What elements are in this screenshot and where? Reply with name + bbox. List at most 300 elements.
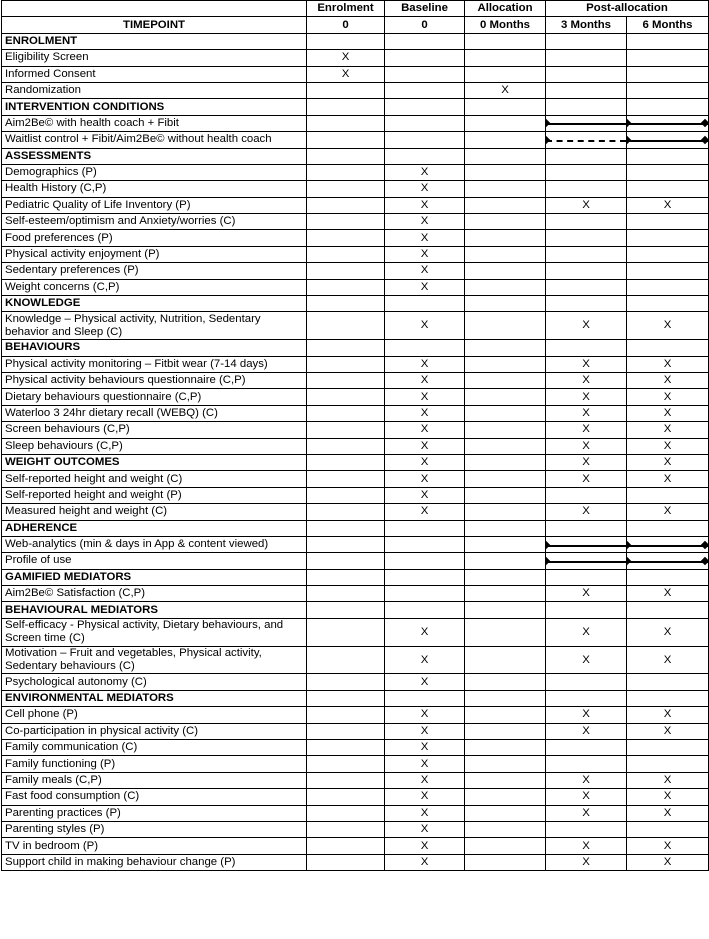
table-row (2, 197, 709, 213)
table-row (2, 214, 709, 230)
table-row (2, 504, 709, 520)
mark-x: X (385, 454, 465, 470)
header-row (2, 1, 709, 17)
mark-x: X (385, 646, 465, 674)
empty-cell (307, 740, 385, 756)
empty-cell (385, 586, 465, 602)
empty-cell (465, 805, 546, 821)
empty-cell (465, 586, 546, 602)
row-label: Motivation – Fruit and vegetables, Physical activity, Sedentary behaviours (C) (2, 646, 307, 674)
empty-cell (546, 569, 627, 585)
table-row (2, 389, 709, 405)
mark-x: X (385, 164, 465, 180)
mark-x: X (627, 854, 709, 870)
empty-cell (465, 487, 546, 503)
empty-cell (465, 504, 546, 520)
section-label: BEHAVIOURAL MEDIATORS (2, 602, 307, 618)
section-label: ASSESSMENTS (2, 148, 307, 164)
empty-cell (546, 33, 627, 49)
empty-cell (546, 340, 627, 356)
empty-cell (627, 148, 709, 164)
table-row (2, 805, 709, 821)
mark-x: X (546, 422, 627, 438)
mark-x: X (385, 854, 465, 870)
mark-x: X (627, 504, 709, 520)
table-row (2, 723, 709, 739)
mark-x: X (546, 723, 627, 739)
table-row (2, 740, 709, 756)
diamond-marker (546, 540, 551, 548)
solid-line (627, 561, 708, 563)
section-row (2, 690, 709, 706)
mark-x: X (546, 618, 627, 646)
row-label: Physical activity enjoyment (P) (2, 246, 307, 262)
section-row (2, 602, 709, 618)
empty-cell (307, 805, 385, 821)
mark-x: X (385, 838, 465, 854)
mark-x: X (627, 389, 709, 405)
row-label: Screen behaviours (C,P) (2, 422, 307, 438)
empty-cell (465, 756, 546, 772)
mark-x: X (546, 586, 627, 602)
empty-cell (307, 389, 385, 405)
mark-x: X (385, 373, 465, 389)
empty-cell (627, 740, 709, 756)
empty-cell (546, 230, 627, 246)
empty-cell (307, 164, 385, 180)
empty-cell (385, 340, 465, 356)
timeline-3-months (546, 132, 627, 148)
section-label: WEIGHT OUTCOMES (2, 454, 307, 470)
header-allocation: Allocation (465, 1, 546, 17)
section-row (2, 296, 709, 312)
empty-cell (465, 569, 546, 585)
mark-x: X (385, 756, 465, 772)
empty-cell (546, 756, 627, 772)
row-label: Eligibility Screen (2, 50, 307, 66)
diamond-marker (701, 119, 709, 127)
empty-cell (627, 756, 709, 772)
mark-x: X (307, 66, 385, 82)
mark-x: X (385, 805, 465, 821)
empty-cell (465, 854, 546, 870)
empty-cell (465, 646, 546, 674)
empty-cell (465, 197, 546, 213)
mark-x: X (546, 646, 627, 674)
empty-cell (465, 312, 546, 340)
mark-x: X (307, 50, 385, 66)
empty-cell (307, 520, 385, 536)
row-label: Measured height and weight (C) (2, 504, 307, 520)
row-label: Co-participation in physical activity (C) (2, 723, 307, 739)
mark-x: X (627, 772, 709, 788)
table-row (2, 66, 709, 82)
timeline-6-months (627, 553, 709, 569)
empty-cell (385, 132, 465, 148)
mark-x: X (627, 646, 709, 674)
empty-cell (465, 674, 546, 690)
mark-x: X (385, 707, 465, 723)
mark-x: X (385, 487, 465, 503)
empty-cell (385, 33, 465, 49)
corner-cell (2, 1, 307, 17)
table-row (2, 553, 709, 569)
timepoint-label: TIMEPOINT (2, 17, 307, 33)
mark-x: X (385, 263, 465, 279)
empty-cell (627, 296, 709, 312)
row-label: Web-analytics (min & days in App & content viewed) (2, 536, 307, 552)
solid-line (627, 140, 708, 142)
table-row (2, 536, 709, 552)
empty-cell (307, 279, 385, 295)
mark-x: X (385, 471, 465, 487)
empty-cell (465, 772, 546, 788)
row-label: Fast food consumption (C) (2, 789, 307, 805)
empty-cell (385, 99, 465, 115)
mark-x: X (385, 723, 465, 739)
empty-cell (307, 471, 385, 487)
empty-cell (307, 82, 385, 98)
empty-cell (465, 132, 546, 148)
row-label: Self-reported height and weight (P) (2, 487, 307, 503)
section-row (2, 520, 709, 536)
empty-cell (385, 536, 465, 552)
table-row (2, 82, 709, 98)
mark-x: X (385, 312, 465, 340)
empty-cell (307, 707, 385, 723)
header-post-allocation: Post-allocation (546, 1, 709, 17)
empty-cell (465, 33, 546, 49)
diamond-marker (546, 136, 551, 144)
empty-cell (465, 115, 546, 131)
empty-cell (546, 164, 627, 180)
table-row (2, 181, 709, 197)
row-label: Physical activity monitoring – Fitbit wear (7-14 days) (2, 356, 307, 372)
diamond-marker (546, 557, 551, 565)
empty-cell (465, 602, 546, 618)
empty-cell (546, 740, 627, 756)
empty-cell (627, 82, 709, 98)
header-baseline: Baseline (385, 1, 465, 17)
solid-line (627, 123, 708, 125)
mark-x: X (385, 504, 465, 520)
mark-x: X (385, 422, 465, 438)
row-label: Informed Consent (2, 66, 307, 82)
table-row (2, 279, 709, 295)
empty-cell (627, 246, 709, 262)
empty-cell (307, 422, 385, 438)
empty-cell (465, 66, 546, 82)
mark-x: X (627, 454, 709, 470)
empty-cell (465, 454, 546, 470)
table-row (2, 471, 709, 487)
empty-cell (627, 602, 709, 618)
mark-x: X (627, 586, 709, 602)
empty-cell (627, 487, 709, 503)
row-label: Health History (C,P) (2, 181, 307, 197)
row-label: Support child in making behaviour change (P) (2, 854, 307, 870)
empty-cell (465, 740, 546, 756)
empty-cell (307, 296, 385, 312)
empty-cell (385, 50, 465, 66)
table-row (2, 115, 709, 131)
empty-cell (627, 674, 709, 690)
mark-x: X (546, 471, 627, 487)
mark-x: X (627, 838, 709, 854)
empty-cell (465, 838, 546, 854)
mark-x: X (385, 389, 465, 405)
empty-cell (627, 66, 709, 82)
solid-line (546, 123, 626, 125)
empty-cell (307, 246, 385, 262)
empty-cell (307, 99, 385, 115)
empty-cell (465, 148, 546, 164)
mark-x: X (546, 373, 627, 389)
row-label: Weight concerns (C,P) (2, 279, 307, 295)
row-label: Pediatric Quality of Life Inventory (P) (2, 197, 307, 213)
mark-x: X (385, 197, 465, 213)
row-label: Knowledge – Physical activity, Nutrition, Sedentary behavior and Sleep (C) (2, 312, 307, 340)
empty-cell (307, 405, 385, 421)
empty-cell (307, 723, 385, 739)
timepoint-row (2, 17, 709, 33)
empty-cell (627, 50, 709, 66)
empty-cell (307, 838, 385, 854)
empty-cell (307, 586, 385, 602)
section-label: ENROLMENT (2, 33, 307, 49)
empty-cell (307, 674, 385, 690)
empty-cell (307, 197, 385, 213)
mark-x: X (546, 312, 627, 340)
section-row (2, 99, 709, 115)
empty-cell (307, 132, 385, 148)
mark-x: X (385, 821, 465, 837)
empty-cell (546, 674, 627, 690)
mark-x: X (627, 373, 709, 389)
mark-x: X (546, 838, 627, 854)
table-row (2, 821, 709, 837)
empty-cell (627, 230, 709, 246)
mark-x: X (546, 356, 627, 372)
empty-cell (627, 569, 709, 585)
table-row (2, 132, 709, 148)
table-row (2, 356, 709, 372)
row-label: Family communication (C) (2, 740, 307, 756)
diamond-marker (627, 136, 632, 144)
empty-cell (465, 263, 546, 279)
empty-cell (465, 99, 546, 115)
row-label: Randomization (2, 82, 307, 98)
empty-cell (627, 821, 709, 837)
mark-x: X (627, 405, 709, 421)
empty-cell (627, 181, 709, 197)
empty-cell (385, 602, 465, 618)
dashed-line (546, 140, 626, 142)
empty-cell (627, 690, 709, 706)
empty-cell (465, 164, 546, 180)
timepoint-baseline: 0 (385, 17, 465, 33)
section-label: KNOWLEDGE (2, 296, 307, 312)
empty-cell (546, 487, 627, 503)
empty-cell (465, 246, 546, 262)
row-label: Profile of use (2, 553, 307, 569)
section-row (2, 148, 709, 164)
empty-cell (546, 99, 627, 115)
diamond-marker (627, 557, 632, 565)
row-label: Dietary behaviours questionnaire (C,P) (2, 389, 307, 405)
mark-x: X (627, 707, 709, 723)
timeline-3-months (546, 115, 627, 131)
section-label: ADHERENCE (2, 520, 307, 536)
mark-x: X (546, 504, 627, 520)
empty-cell (465, 340, 546, 356)
empty-cell (307, 356, 385, 372)
empty-cell (546, 296, 627, 312)
empty-cell (465, 438, 546, 454)
empty-cell (627, 340, 709, 356)
mark-x: X (385, 438, 465, 454)
section-label: ENVIRONMENTAL MEDIATORS (2, 690, 307, 706)
empty-cell (627, 263, 709, 279)
row-label: Sedentary preferences (P) (2, 263, 307, 279)
empty-cell (465, 296, 546, 312)
diamond-marker (701, 136, 709, 144)
mark-x: X (546, 772, 627, 788)
empty-cell (385, 520, 465, 536)
mark-x: X (546, 405, 627, 421)
empty-cell (465, 373, 546, 389)
mark-x: X (627, 618, 709, 646)
empty-cell (385, 66, 465, 82)
empty-cell (465, 536, 546, 552)
empty-cell (307, 602, 385, 618)
mark-x: X (385, 772, 465, 788)
mark-x: X (546, 438, 627, 454)
mark-x: X (385, 230, 465, 246)
timeline-6-months (627, 536, 709, 552)
empty-cell (465, 50, 546, 66)
row-label: Aim2Be© with health coach + Fibit (2, 115, 307, 131)
empty-cell (546, 602, 627, 618)
mark-x: X (385, 356, 465, 372)
mark-x: X (627, 805, 709, 821)
empty-cell (385, 82, 465, 98)
empty-cell (385, 115, 465, 131)
empty-cell (307, 340, 385, 356)
diamond-marker (701, 557, 709, 565)
timepoint-enrolment: 0 (307, 17, 385, 33)
empty-cell (546, 66, 627, 82)
empty-cell (307, 33, 385, 49)
empty-cell (465, 553, 546, 569)
empty-cell (465, 181, 546, 197)
mark-x: X (546, 389, 627, 405)
diamond-marker (627, 119, 632, 127)
empty-cell (307, 772, 385, 788)
empty-cell (385, 690, 465, 706)
empty-cell (307, 438, 385, 454)
empty-cell (465, 389, 546, 405)
empty-cell (307, 821, 385, 837)
timeline-6-months (627, 115, 709, 131)
timepoint-allocation: 0 Months (465, 17, 546, 33)
mark-x: X (385, 246, 465, 262)
row-label: Parenting styles (P) (2, 821, 307, 837)
mark-x: X (627, 312, 709, 340)
timepoint-3-months: 3 Months (546, 17, 627, 33)
empty-cell (385, 148, 465, 164)
empty-cell (465, 405, 546, 421)
row-label: Aim2Be© Satisfaction (C,P) (2, 586, 307, 602)
empty-cell (465, 618, 546, 646)
table-row (2, 405, 709, 421)
empty-cell (465, 279, 546, 295)
empty-cell (307, 569, 385, 585)
empty-cell (307, 789, 385, 805)
empty-cell (465, 356, 546, 372)
table-row (2, 789, 709, 805)
empty-cell (307, 553, 385, 569)
empty-cell (627, 164, 709, 180)
mark-x: X (627, 471, 709, 487)
row-label: Waterloo 3 24hr dietary recall (WEBQ) (C) (2, 405, 307, 421)
empty-cell (307, 756, 385, 772)
diamond-marker (701, 540, 709, 548)
empty-cell (546, 214, 627, 230)
empty-cell (546, 181, 627, 197)
empty-cell (546, 50, 627, 66)
empty-cell (465, 690, 546, 706)
solid-line (546, 545, 626, 547)
mark-x: X (546, 707, 627, 723)
empty-cell (307, 312, 385, 340)
empty-cell (307, 181, 385, 197)
row-label: Psychological autonomy (C) (2, 674, 307, 690)
mark-x: X (627, 422, 709, 438)
mark-x: X (385, 674, 465, 690)
empty-cell (465, 707, 546, 723)
table-row (2, 618, 709, 646)
table-row (2, 50, 709, 66)
table-row (2, 756, 709, 772)
empty-cell (307, 263, 385, 279)
table-row (2, 707, 709, 723)
table-row (2, 646, 709, 674)
empty-cell (546, 821, 627, 837)
mark-x: X (546, 805, 627, 821)
empty-cell (307, 214, 385, 230)
table-row (2, 586, 709, 602)
table-row (2, 487, 709, 503)
mark-x: X (385, 214, 465, 230)
empty-cell (465, 789, 546, 805)
empty-cell (307, 373, 385, 389)
empty-cell (465, 422, 546, 438)
row-label: Self-esteem/optimism and Anxiety/worries (C) (2, 214, 307, 230)
row-label: Sleep behaviours (C,P) (2, 438, 307, 454)
section-label: INTERVENTION CONDITIONS (2, 99, 307, 115)
empty-cell (546, 690, 627, 706)
empty-cell (627, 99, 709, 115)
diamond-marker (546, 119, 551, 127)
table-row (2, 373, 709, 389)
table-row (2, 164, 709, 180)
empty-cell (627, 279, 709, 295)
section-row (2, 454, 709, 470)
row-label: TV in bedroom (P) (2, 838, 307, 854)
table-row (2, 772, 709, 788)
empty-cell (546, 246, 627, 262)
